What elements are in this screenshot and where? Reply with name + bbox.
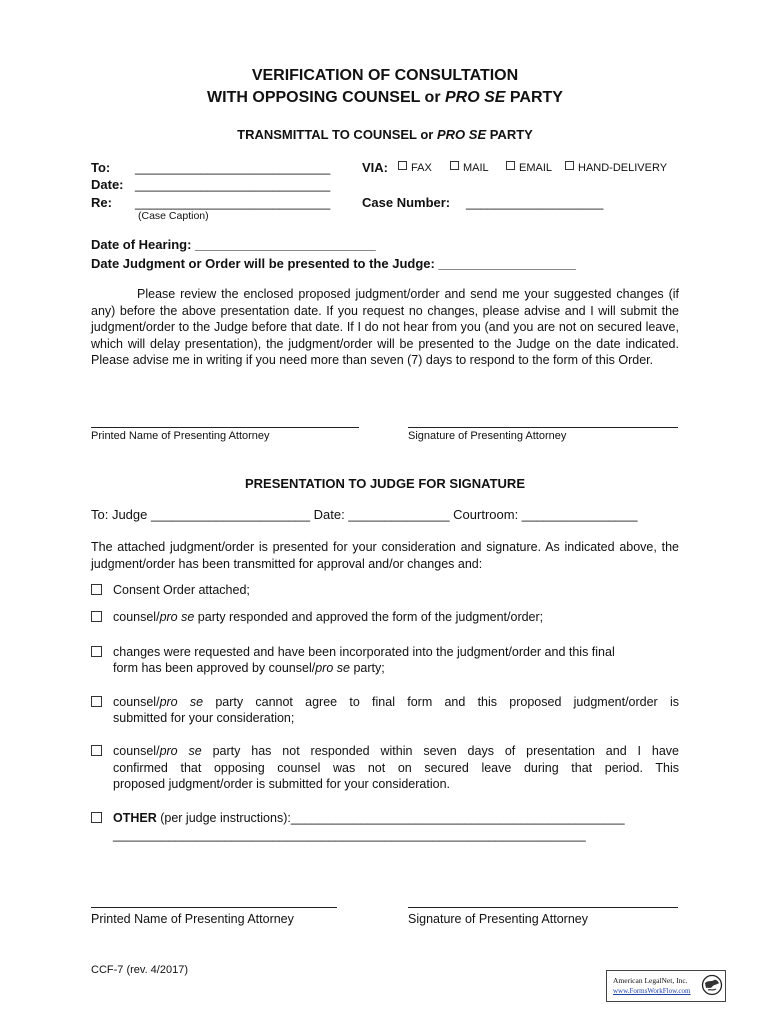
not-responded-line-1 bbox=[113, 744, 679, 758]
other-label: OTHER bbox=[113, 811, 157, 825]
changes-line-2 bbox=[113, 661, 385, 675]
presentation-intro: The attached judgment/order is presented for your consideration and signature. As indicated above, the judgment/order has been transmitted for approval and/or changes and: bbox=[91, 540, 679, 571]
not-responded-line-2: confirmed that opposing counsel was not on secured leave during that period. This bbox=[113, 761, 679, 775]
not-responded-text-c: party has not responded within seven days of presentation and I have bbox=[201, 744, 679, 758]
hand-delivery-checkbox[interactable] bbox=[565, 161, 574, 170]
not-responded-text-a: counsel/ bbox=[113, 744, 160, 758]
publisher-link[interactable]: www.FormsWorkFlow.com bbox=[613, 987, 691, 995]
form-id: CCF-7 (rev. 4/2017) bbox=[91, 964, 188, 976]
signature-line[interactable] bbox=[408, 427, 678, 428]
option-cannot-agree[interactable] bbox=[91, 696, 102, 710]
transmittal-heading bbox=[0, 127, 770, 142]
fax-checkbox[interactable] bbox=[398, 161, 407, 170]
hand-delivery-label: HAND-DELIVERY bbox=[578, 162, 668, 174]
via-option-email[interactable] bbox=[506, 161, 552, 174]
title-line-1: VERIFICATION OF CONSULTATION bbox=[251, 67, 519, 84]
judge-date-courtroom-line[interactable]: To: Judge ______________________ Date: ______________ Courtroom: ________________ bbox=[91, 507, 638, 522]
cannot-agree-checkbox[interactable] bbox=[91, 696, 102, 707]
cannot-agree-line-1 bbox=[113, 695, 679, 709]
via-option-fax[interactable] bbox=[398, 161, 432, 174]
not-responded-checkbox[interactable] bbox=[91, 745, 102, 756]
other-checkbox[interactable] bbox=[91, 812, 102, 823]
responded-text-a: counsel/ bbox=[113, 610, 160, 624]
publisher-name: American LegalNet, Inc. bbox=[613, 976, 688, 985]
not-responded-pro-se: pro se bbox=[159, 744, 202, 758]
to-label: To: bbox=[91, 160, 111, 175]
signature-caption: Signature of Presenting Attorney bbox=[408, 430, 567, 442]
other-line-2[interactable]: ____________________________________________________________________ bbox=[113, 828, 586, 842]
option-not-responded[interactable] bbox=[91, 745, 102, 759]
via-option-mail[interactable] bbox=[450, 161, 489, 174]
option-responded[interactable] bbox=[91, 611, 102, 625]
publisher-logo bbox=[606, 970, 726, 1002]
email-checkbox[interactable] bbox=[506, 161, 515, 170]
mail-checkbox[interactable] bbox=[450, 161, 459, 170]
signature-line-2[interactable] bbox=[408, 907, 678, 908]
other-text: (per judge instructions):________________________________________________ bbox=[156, 811, 625, 825]
page-subtitle bbox=[0, 89, 770, 107]
option-other[interactable] bbox=[91, 812, 102, 826]
presentation-heading: PRESENTATION TO JUDGE FOR SIGNATURE bbox=[244, 476, 525, 491]
changes-pro-se: pro se bbox=[315, 661, 350, 675]
fax-label: FAX bbox=[411, 162, 432, 174]
printed-name-caption-2: Printed Name of Presenting Attorney bbox=[91, 912, 294, 926]
other-line-1[interactable] bbox=[113, 811, 625, 825]
option-changes-incorporated[interactable] bbox=[91, 646, 102, 660]
cannot-agree-text-a: counsel/ bbox=[113, 695, 160, 709]
signature-caption-2: Signature of Presenting Attorney bbox=[408, 912, 588, 926]
transmittal-heading-party: PARTY bbox=[486, 127, 533, 142]
cannot-agree-text-c: party cannot agree to final form and this proposed judgment/order is bbox=[203, 695, 679, 709]
transmittal-paragraph: Please review the enclosed proposed judgment/order and send me your suggested changes (if any) before the above presentation date. If you request no changes, please advise and I will submit the judgment/order to the Judge before that date. If I do not hear from you (and you are not on secured leave, which will delay presentation), the judgment/order will be presented to the Judge on the date indicated. Please advise me in writing if you need more than seven (7) days to respond to the form of this Order. bbox=[91, 287, 679, 367]
consent-order-checkbox[interactable] bbox=[91, 584, 102, 595]
transmittal-heading-text: TRANSMITTAL TO COUNSEL or bbox=[237, 127, 437, 142]
email-label: EMAIL bbox=[519, 162, 553, 174]
changes-line-1: changes were requested and have been incorporated into the judgment/order and this final bbox=[113, 645, 615, 659]
cannot-agree-line-2: submitted for your consideration; bbox=[113, 711, 295, 725]
changes-checkbox[interactable] bbox=[91, 646, 102, 657]
printed-name-line[interactable] bbox=[91, 427, 359, 428]
via-label: VIA: bbox=[362, 160, 388, 175]
case-number-field[interactable]: ___________________ bbox=[466, 195, 604, 210]
responded-text-c: party responded and approved the form of the judgment/order; bbox=[194, 610, 544, 624]
re-label: Re: bbox=[91, 195, 112, 210]
responded-pro-se: pro se bbox=[159, 610, 195, 624]
changes-text-a: form has been approved by counsel/ bbox=[113, 661, 316, 675]
case-caption-label: (Case Caption) bbox=[138, 210, 209, 222]
consent-order-label: Consent Order attached; bbox=[113, 583, 250, 597]
changes-text-c: party; bbox=[349, 661, 385, 675]
cannot-agree-pro-se: pro se bbox=[159, 695, 204, 709]
date-judgment-presented[interactable]: Date Judgment or Order will be presented to the Judge: ___________________ bbox=[91, 256, 576, 271]
title-pro-se: PRO SE bbox=[445, 89, 506, 106]
transmittal-heading-pro-se: PRO SE bbox=[436, 127, 487, 142]
via-option-hand-delivery[interactable] bbox=[565, 161, 667, 174]
responded-label bbox=[113, 610, 543, 624]
title-party: PARTY bbox=[505, 89, 563, 106]
title-line-2: WITH OPPOSING COUNSEL or bbox=[207, 89, 445, 106]
printed-name-line-2[interactable] bbox=[91, 907, 337, 908]
case-number-label: Case Number: bbox=[362, 195, 451, 210]
not-responded-line-3: proposed judgment/order is submitted for your consideration. bbox=[113, 777, 450, 791]
responded-checkbox[interactable] bbox=[91, 611, 102, 622]
mail-label: MAIL bbox=[463, 162, 489, 174]
to-field[interactable]: ___________________________ bbox=[135, 160, 331, 175]
globe-icon bbox=[701, 974, 723, 996]
date-of-hearing[interactable]: Date of Hearing: _________________________ bbox=[91, 237, 376, 252]
page-title bbox=[0, 67, 770, 85]
date-label: Date: bbox=[91, 177, 124, 192]
printed-name-caption: Printed Name of Presenting Attorney bbox=[91, 430, 270, 442]
option-consent-order[interactable] bbox=[91, 584, 102, 598]
re-field[interactable]: ___________________________ bbox=[135, 195, 331, 210]
date-field[interactable]: ___________________________ bbox=[135, 177, 331, 192]
